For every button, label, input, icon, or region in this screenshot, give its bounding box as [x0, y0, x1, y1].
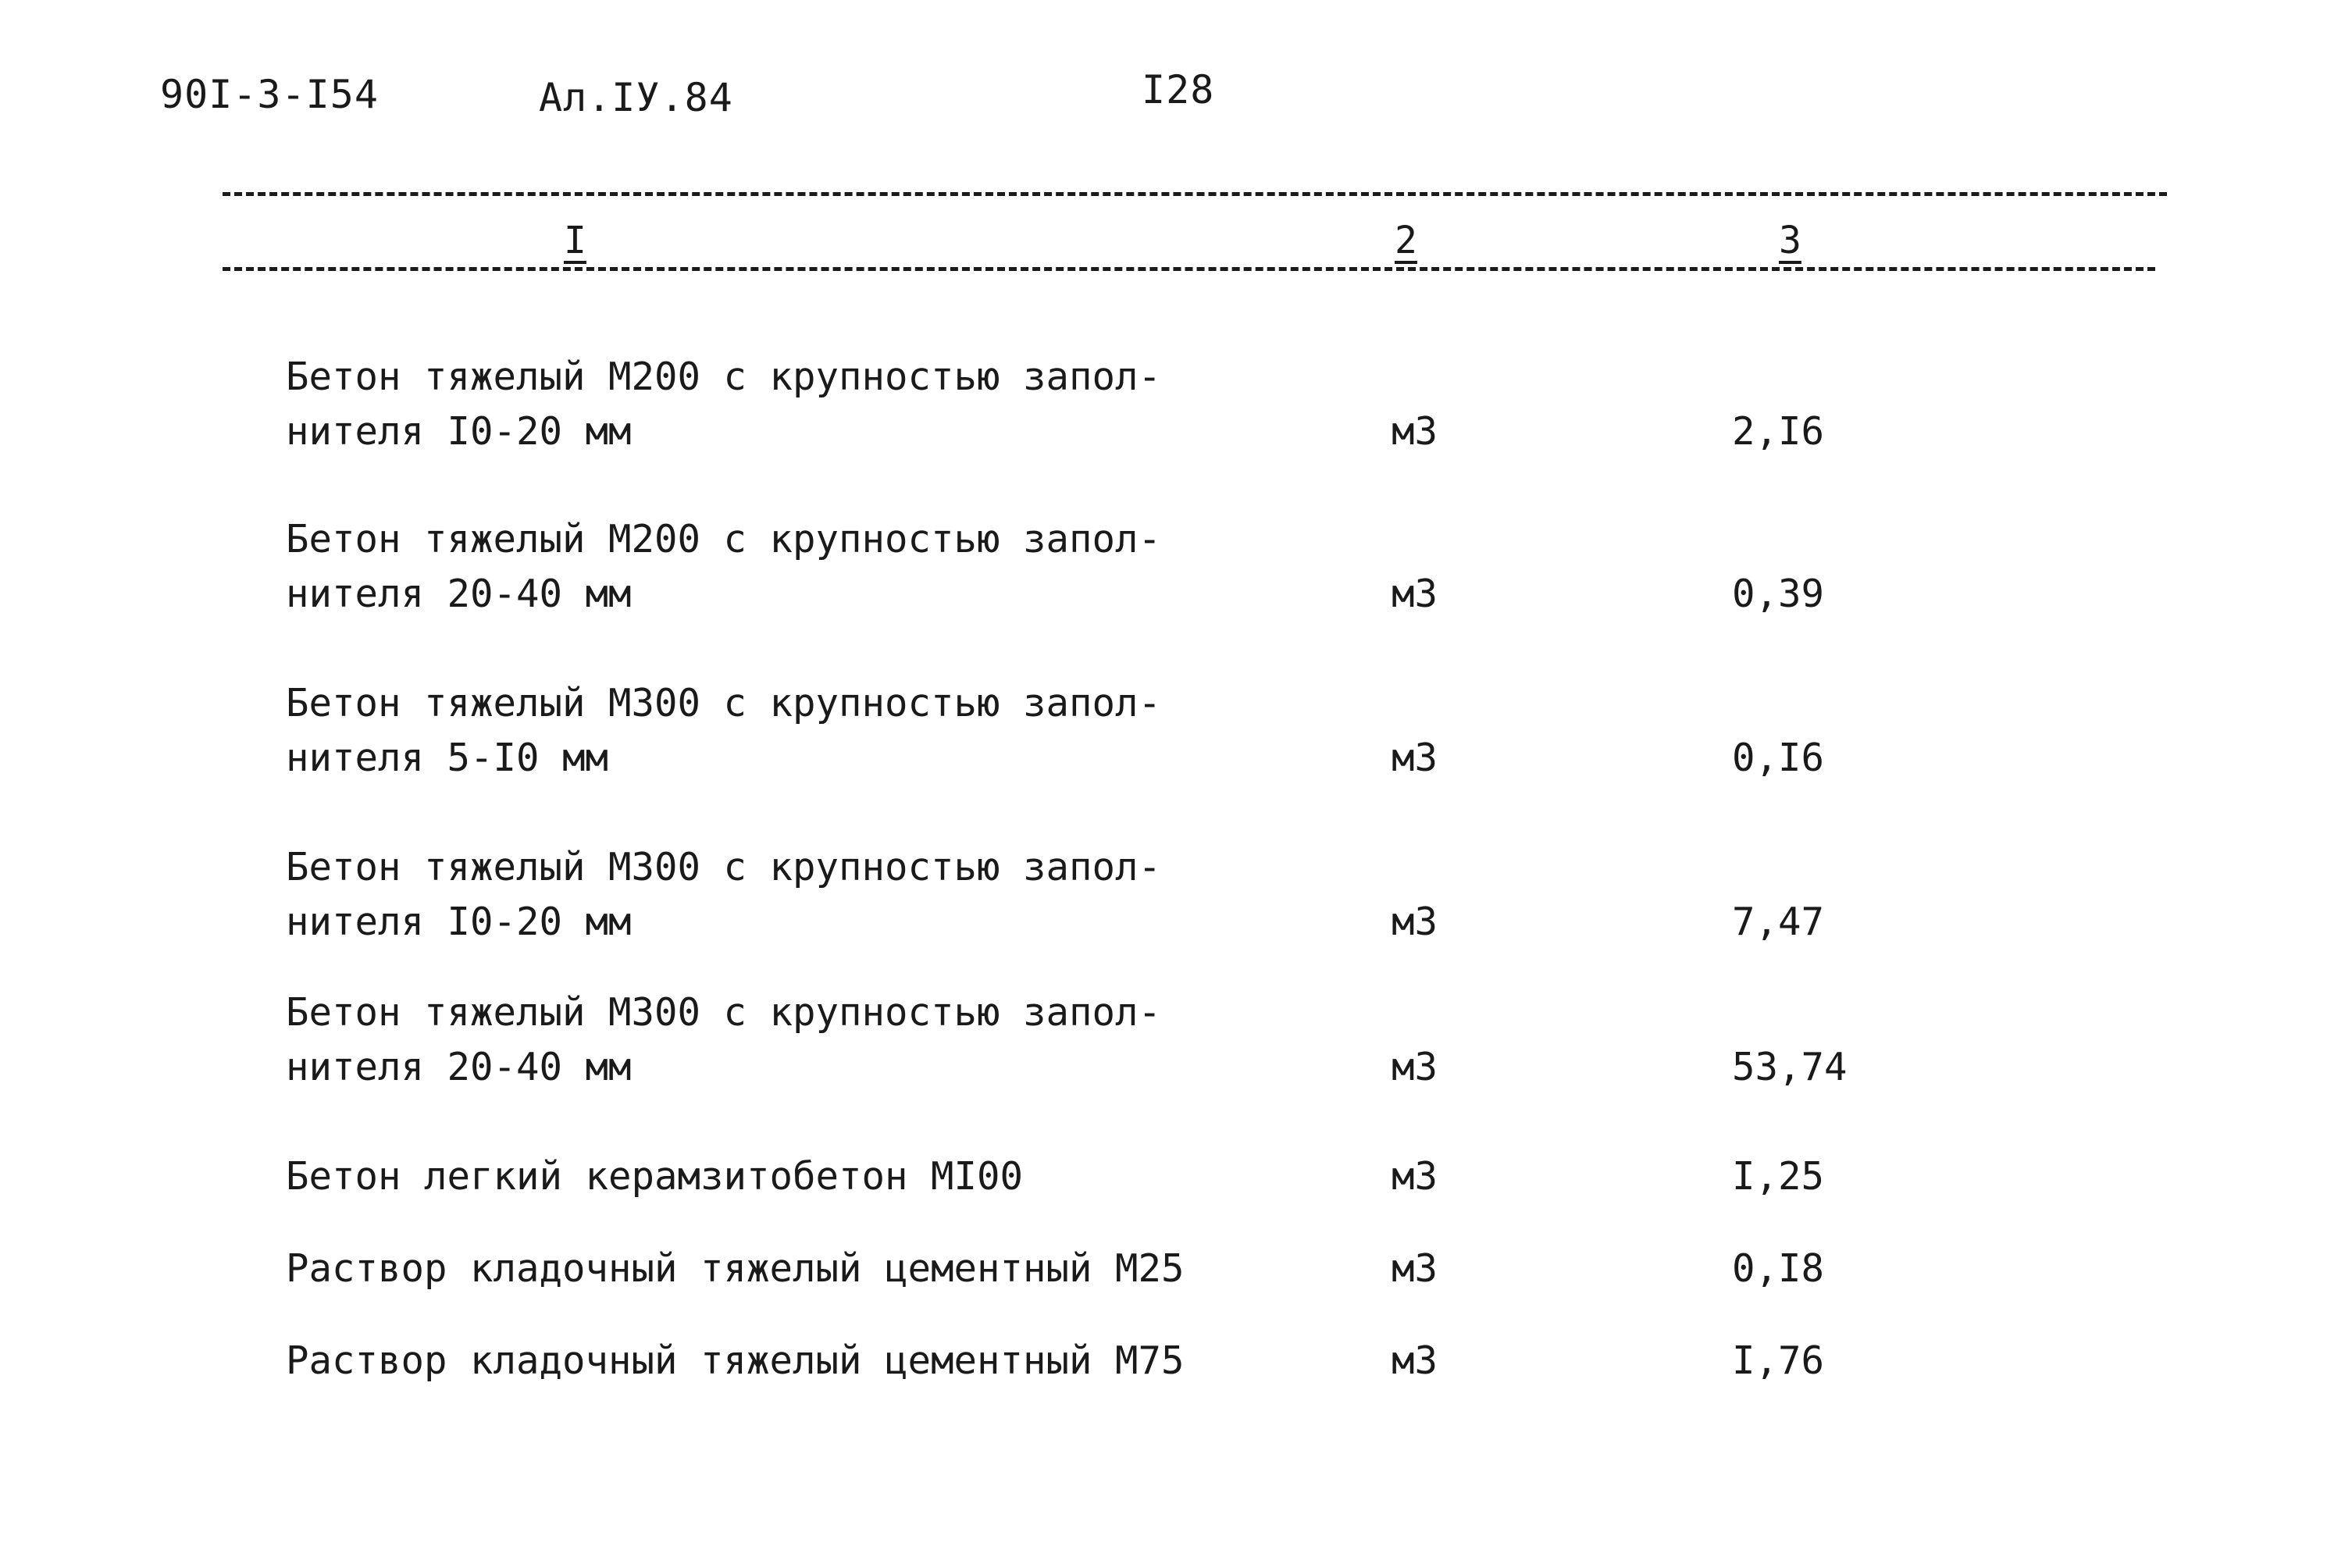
quantity: 2,I6	[1732, 409, 1825, 454]
table-header-rule	[223, 267, 2155, 271]
unit-of-measure: м3	[1392, 409, 1438, 454]
material-name: Бетон тяжелый М200 с крупностью запол- нителя I0-20 мм	[286, 355, 1162, 454]
quantity: 0,I8	[1732, 1246, 1825, 1291]
unit-of-measure: м3	[1392, 572, 1438, 616]
page-number: I28	[1142, 67, 1215, 112]
document-code: 90I-3-I54	[160, 72, 379, 117]
quantity: 0,I6	[1732, 736, 1825, 780]
unit-of-measure: м3	[1392, 1045, 1438, 1089]
unit-of-measure: м3	[1392, 1246, 1438, 1291]
material-name: Бетон легкий керамзитобетон МI00	[286, 1154, 1024, 1199]
column-number-3: 3	[1774, 219, 1806, 262]
unit-of-measure: м3	[1392, 900, 1438, 944]
quantity: I,25	[1732, 1154, 1825, 1199]
unit-of-measure: м3	[1392, 1338, 1438, 1383]
material-name: Бетон тяжелый М200 с крупностью запол- нителя 20-40 мм	[286, 517, 1162, 616]
quantity: I,76	[1732, 1338, 1825, 1383]
material-name: Бетон тяжелый М300 с крупностью запол- нителя I0-20 мм	[286, 845, 1162, 944]
album-number: Ал.IУ.84	[539, 75, 733, 120]
material-name: Бетон тяжелый М300 с крупностью запол- нителя 5-I0 мм	[286, 681, 1162, 780]
unit-of-measure: м3	[1392, 1154, 1438, 1199]
table-top-rule	[223, 192, 2167, 196]
material-name: Бетон тяжелый М300 с крупностью запол- нителя 20-40 мм	[286, 990, 1162, 1089]
material-name: Раствор кладочный тяжелый цементный М75	[286, 1338, 1185, 1383]
column-number-2: 2	[1390, 219, 1422, 262]
quantity: 53,74	[1732, 1045, 1848, 1089]
column-number-1: I	[559, 219, 591, 262]
quantity: 7,47	[1732, 900, 1825, 944]
material-name: Раствор кладочный тяжелый цементный М25	[286, 1246, 1185, 1291]
quantity: 0,39	[1732, 572, 1825, 616]
unit-of-measure: м3	[1392, 736, 1438, 780]
